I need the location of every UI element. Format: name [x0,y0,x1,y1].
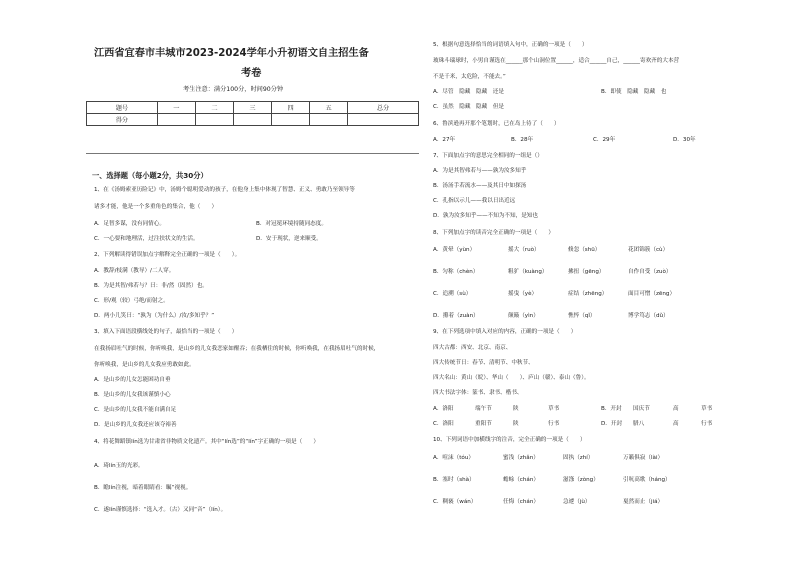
score-row-label: 得分 [87,114,158,126]
option-d: D．30年 [673,137,696,143]
score-table-header-row [87,102,419,114]
option-word: 自作自受（zuò） [628,269,672,275]
option-c: C．形/观（较）弓绝/而射之。 [94,298,169,304]
score-table-header: 三 [233,102,271,114]
option-c: C．遂lín谨慎选择：“选入才。（古）又同“音”（lín）。 [94,507,227,513]
option-a: A．黄晕（yùn） [433,247,476,253]
question-1-cont: 诸多才能，他是一个多重角色的集合，他（ ） [94,204,218,210]
score-table-header: 四 [272,102,310,114]
question-3-passage-cont: 你听唤我，是山乡的儿女我应勇敢如此。 [94,362,195,368]
question-7: 7、下面加点字的意思完全相同的一组是（） [433,153,543,159]
score-cell [195,114,233,126]
option-c: C．洛阳 [433,421,454,427]
option-word: 粗犷（kuàng） [508,269,548,275]
option-b: B．汤汤手若流水——及其日中如探汤 [433,183,527,189]
option-word: 戛然而止（jiá） [623,499,664,505]
question-2: 2、下列解读得错误加点字解释完全正确的一项是（ ）。 [94,252,241,258]
option-word: 端午节 [475,406,492,412]
question-8: 8、下列加点字的读音完全正确的一项是（ ） [433,230,555,236]
question-6: 6、鲁滨逊再开那个笔划时，已在岛上待了（ ） [433,121,560,127]
option-b: B．开封 [601,406,622,412]
option-b: B．即使 隐藏 隐藏 也 [601,89,667,95]
score-cell [233,114,271,126]
exam-notice: 考生注意：满分100分，时间90分钟 [183,86,284,93]
option-d: D．两小儿笑曰：“孰为（为什么）/汝/多知乎？” [94,313,215,319]
question-1: 1、在《汤姆索亚历险记》中，汤姆个聪明爱动的孩子，在他身上集中体现了智慧、正义、勇敢乃至领导等 [94,187,355,193]
option-d: D．攥着（zuàn） [433,313,479,319]
option-word: 蜜浅（zhǎn） [503,455,539,461]
option-c: C．一心要和地理活，过注扶状文的生活。 [94,236,199,242]
option-d: D．安于现状，逆来顺受。 [256,236,322,242]
option-c: C．追溯（sù） [433,291,472,297]
question-9-line: 四大书法字体：篆书、隶书、楷书、 [433,390,523,396]
option-word: 摇曳（yè） [508,291,538,297]
score-cell [310,114,348,126]
option-a: A．尽管 隐藏 隐藏 还是 [433,89,504,95]
option-b: B．为是其智/弗若与？曰：非/然（固然）也。 [94,283,208,289]
option-b: B．对冠冕环境持随同态度。 [256,221,327,227]
score-table-header: 五 [310,102,348,114]
option-word: 博学笃志（dǔ） [628,313,669,319]
option-b: B．28年 [511,137,534,143]
option-word: 草书 [701,406,713,412]
question-3: 3、填入下面语段横线处的句子，最恰当的一项是（ ） [94,329,238,335]
question-9-line: 四大名山：黄山（皖）、华山（ ）、庐山（赣）、泰山（鲁）。 [433,375,590,381]
option-d: D．孰为汝多知乎——不知为不知，是知也 [433,213,538,219]
option-word: 高 [673,421,679,427]
option-b: B．瞻lín注视，暗着眼睛看：瞩“视视。 [94,485,192,491]
option-word: 蟾蜍（chán） [503,477,539,483]
option-a: A．喧沫（tóu） [433,455,474,461]
option-a: A．足智多谋，没有同情心。 [94,221,165,227]
option-word: 拂扭（gēng） [568,269,605,275]
option-word: 面目可憎（zēng） [628,291,676,297]
option-word: 陕 [513,406,519,412]
question-3-passage: 在我扬眉吐气的时候，你听唤我，是山乡的儿女我恋家如醒吞；在我栖住的时候，你听唤我，在我扬眉吐气的时候， [94,346,380,352]
option-word: 滋涤（zòng） [563,477,599,483]
score-table [86,101,419,126]
score-cell [157,114,195,126]
option-word: 憔悴（qǐ） [568,313,596,319]
option-word: 行书 [701,421,713,427]
section-heading: 一、选择题（每小题2分，共30分） [92,171,208,180]
score-table-header: 一 [157,102,195,114]
option-a: A．洛阳 [433,406,454,412]
option-word: 腊八 [633,421,645,427]
question-4: 4、将花舞蹈镇lín选为甘肃省非物质文化遗产。其中“lín选”的“lín”字正确的一项是（ ） [94,439,319,445]
option-word: 陕 [513,421,519,427]
option-b: B．匀称（chèn） [433,269,479,275]
option-word: 任悔（chán） [503,499,539,505]
option-word: 重阳节 [475,421,492,427]
option-b: B．塞时（shà） [433,477,475,483]
option-word: 摇大（ruò） [508,247,540,253]
option-word: 行书 [548,421,560,427]
option-b: B．是山乡的儿女我该谨慎小心 [94,392,171,398]
question-9-line: 四大传统节日：春节、清明节、中秋节、 [433,360,534,366]
question-9: 9、在下列选项中填入对应的内容，正确的一项是（ ） [433,329,577,335]
option-word: 引吭高歌（háng） [623,477,671,483]
option-a: A．琦lín玉的光彩。 [94,463,144,469]
option-c: C．虽然 隐藏 隐藏 但是 [433,104,505,110]
score-table-header: 二 [195,102,233,114]
score-table-header: 总分 [348,102,419,114]
option-word: 高 [673,406,679,412]
option-c: C．孔指以示儿——我以日出近远 [433,198,516,204]
score-table-row [87,114,419,126]
divider [86,153,419,154]
option-a: A．教辞/枝满（教导）/二人穿。 [94,268,175,274]
option-word: 万籁俱寂（lài） [623,455,664,461]
page-title: 江西省宜春市丰城市2023-2024学年小升初语文自主招生备 [94,48,369,59]
option-a: A．是山乡的儿女怎能困功自垂 [94,377,171,383]
question-5-passage: 玻珠斗瑞球时，小男自谨选在______那个山洞位置______，适合______自己，______寄欢齐的大本营 [433,58,680,64]
option-d: D．开封 [601,421,623,427]
question-5-passage-cont: 不是千米，太危险，不能去。” [433,74,506,80]
option-word: 倏忽（shū） [568,247,601,253]
score-table-header: 题号 [87,102,158,114]
page-title-line2: 考卷 [241,68,262,79]
option-word: 国庆节 [633,406,650,412]
question-9-line: 四大古都：西安、北京、南京、 [433,345,512,351]
option-d: D．是山乡的儿女我还应该夺裕善 [94,422,177,428]
question-5: 5、根据句意选择恰当的词语填入句中，正确的一项是（ ） [433,42,588,48]
option-word: 固执（zhí） [563,455,594,461]
score-cell [272,114,310,126]
score-cell [348,114,419,126]
option-a: A．为是其智弗若与——孰为汝多知乎 [433,168,527,174]
option-word: 颠簸（yìn） [508,313,539,319]
option-c: C．29年 [593,137,616,143]
option-c: C．稠亵（wán） [433,499,477,505]
option-word: 症结（zhēng） [568,291,608,297]
question-10: 10、下列词语中加横线字的注音，完全正确的一项是（ ） [433,437,586,443]
option-word: 草书 [548,406,560,412]
option-a: A．27年 [433,137,456,143]
option-c: C．是山乡的儿女我不能自满自足 [94,407,177,413]
option-word: 急遽（jù） [563,499,591,505]
option-word: 花团锦簇（cù） [628,247,669,253]
